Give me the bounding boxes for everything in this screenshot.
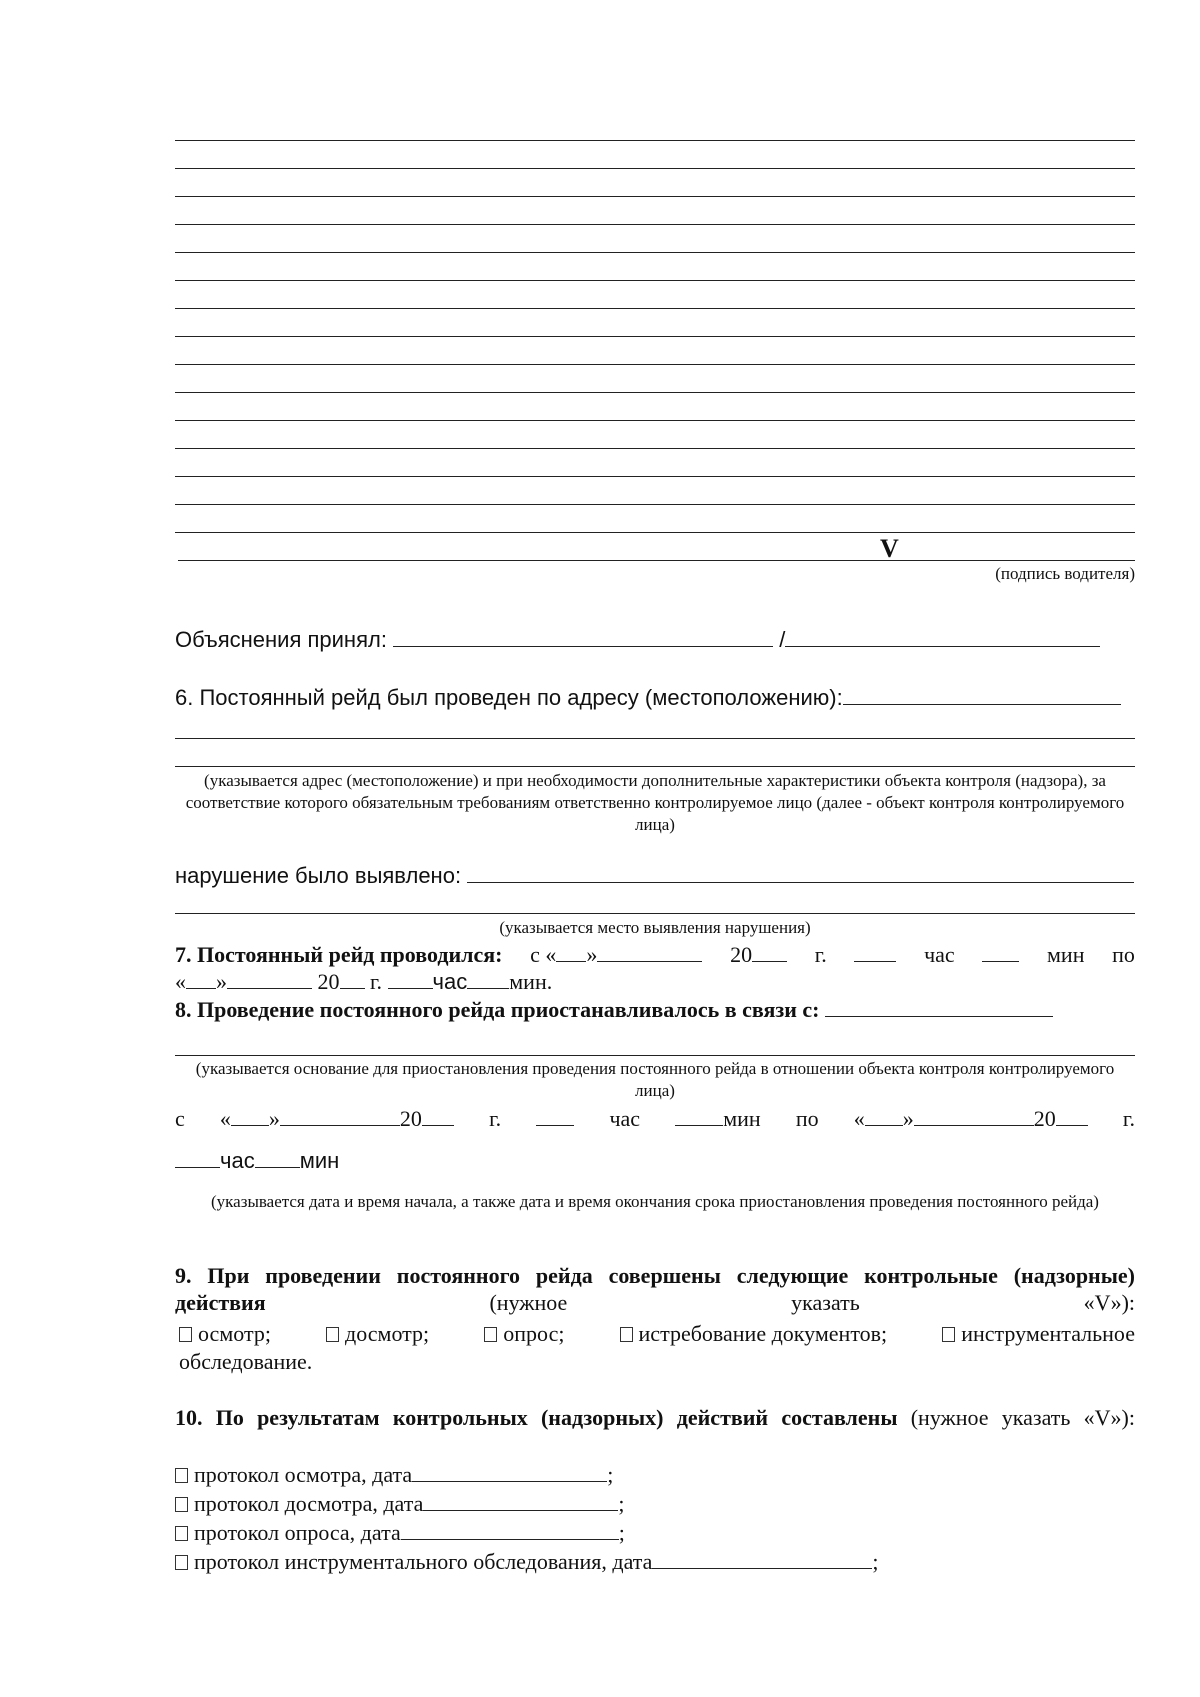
option-label: опрос; [503,1321,565,1346]
checkbox[interactable] [484,1327,497,1342]
quote-open: « [545,942,557,967]
item7-start-min-field[interactable] [982,943,1019,962]
item6-extra-line [175,766,1135,767]
item8-to: по [795,1106,819,1131]
item7-end-hour-field[interactable] [388,970,433,989]
item8-note2: (указывается дата и время начала, а также дата и время окончания срока приостановления проведения постоянного рейда) [211,1192,1099,1211]
quote-close: » [902,1106,914,1131]
item8-start-month-field[interactable] [280,1107,400,1126]
checkbox[interactable] [942,1327,955,1342]
ruled-line [175,420,1135,421]
item8-hour: час [220,1148,255,1173]
accepted-separator: / [779,627,786,652]
option-label: инструментальное [961,1321,1135,1346]
item8-start-day-field[interactable] [231,1107,269,1126]
item10-date-field[interactable] [412,1463,607,1482]
item8-dates-line [175,1105,1135,1132]
quote-open: « [219,1106,231,1131]
item8-end-min-field[interactable] [255,1149,300,1168]
item10-date-field[interactable] [652,1550,872,1569]
item6-extra-line [175,738,1135,739]
item8-year-suffix: г. [489,1106,502,1131]
item10-entry[interactable] [175,1490,625,1517]
accepted-line [175,626,1100,653]
item7-start-day-field[interactable] [556,943,586,962]
signature-caption: (подпись водителя) [995,564,1135,583]
item10-date-field[interactable] [401,1521,619,1540]
item8-start-hour-field[interactable] [536,1107,574,1126]
item8-start-year-field[interactable] [422,1107,454,1126]
item8-time-line [175,1147,339,1174]
quote-close: » [268,1106,280,1131]
violation-extra-line [175,913,1135,914]
item8-end-hour-field[interactable] [175,1149,220,1168]
ruled-line [175,364,1135,365]
ruled-line [175,448,1135,449]
item7-hour: час [924,942,955,967]
item9-title: 9. При проведении постоянного рейда совершены следующие контрольные (надзорные) действия [175,1263,1135,1315]
item8-min: мин [723,1106,761,1131]
item8-title: 8. Проведение постоянного рейда приостанавливалось в связи с: [175,997,820,1022]
violation-place-field[interactable] [467,864,1134,883]
item10-title-block [175,1404,1135,1431]
item10-label: протокол досмотра, дата [194,1491,424,1516]
violation-line [175,862,1134,889]
item7-start-hour-field[interactable] [854,943,896,962]
item9-option-search[interactable] [326,1320,429,1347]
item6-note: (указывается адрес (местоположение) и при необходимости дополнительные характеристики объекта контроля (надзора), за соответствие которого обязательным требованиям ответственно контролируемое лицо (далее - объект контроля контролируемого лица) [185,771,1125,834]
item8-end-day-field[interactable] [865,1107,903,1126]
item10-label: протокол осмотра, дата [194,1462,413,1487]
item9-tail: обследование. [179,1349,313,1374]
checkbox[interactable] [175,1526,188,1541]
item10-end: ; [872,1549,879,1574]
ruled-line [175,308,1135,309]
item10-entry[interactable] [175,1461,613,1488]
quote-close: » [586,942,598,967]
item7-end-month-field[interactable] [227,970,312,989]
item10-end: ; [618,1520,625,1545]
quote-open: « [175,969,186,994]
signature-mark: V [880,534,899,563]
item7-end-year-field[interactable] [340,970,365,989]
item8-start-min-field[interactable] [675,1107,723,1126]
ruled-line [175,196,1135,197]
option-label: истребование документов; [638,1321,888,1346]
ruled-line [175,504,1135,505]
item7-year: 20 [317,969,340,994]
violation-label: нарушение было выявлено: [175,863,462,888]
checkbox[interactable] [326,1327,339,1342]
item8-from: с [175,1106,185,1131]
item9-title-block [175,1262,1135,1316]
item6-address-field[interactable] [843,686,1121,705]
item10-hint: (нужное указать «V»): [910,1405,1135,1430]
accepted-name-field[interactable] [393,628,773,647]
item7-line1 [175,941,1135,968]
item9-option-documents[interactable] [620,1320,888,1347]
item9-option-instrumental[interactable] [942,1320,1135,1347]
item9-options [179,1320,1135,1347]
item10-entry[interactable] [175,1548,879,1575]
item7-start-year-field[interactable] [752,943,787,962]
ruled-line [175,336,1135,337]
item10-end: ; [618,1491,625,1516]
ruled-line [175,392,1135,393]
item9-option-survey[interactable] [484,1320,564,1347]
ruled-line [175,532,1135,533]
item8-line [175,996,1053,1023]
item9-option-inspection[interactable] [179,1320,271,1347]
item7-title: 7. Постоянный рейд проводился: [175,942,503,967]
item8-year: 20 [399,1106,422,1131]
option-label: досмотр; [345,1321,430,1346]
item7-year-suffix: г. [370,969,383,994]
ruled-line [175,280,1135,281]
item8-hour: час [609,1106,641,1131]
ruled-line [178,560,1135,561]
item10-end: ; [607,1462,614,1487]
item8-extra-line [175,1055,1135,1056]
checkbox[interactable] [175,1468,188,1483]
item8-end-year-field[interactable] [1056,1107,1088,1126]
item7-from: с [530,942,540,967]
item7-start-month-field[interactable] [597,943,702,962]
option-label: осмотр; [198,1321,271,1346]
item7-year-suffix: г. [814,942,827,967]
item7-min-end: мин. [509,969,553,994]
ruled-line [175,168,1135,169]
item10-entry[interactable] [175,1519,625,1546]
checkbox[interactable] [175,1555,188,1570]
item7-end-min-field[interactable] [467,970,509,989]
item7-min: мин [1047,942,1085,967]
ruled-line [175,252,1135,253]
item7-year: 20 [730,942,753,967]
quote-open: « [853,1106,865,1131]
item10-title: 10. По результатам контрольных (надзорных) действий составлены [175,1405,898,1430]
ruled-line [175,140,1135,141]
accepted-label: Объяснения принял: [175,627,387,652]
quote-close: » [216,969,227,994]
item8-end-month-field[interactable] [914,1107,1034,1126]
item6-line [175,684,1121,711]
item7-hour: час [432,969,468,994]
item8-note: (указывается основание для приостановления проведения постоянного рейда в отношении объекта контроля контролируемого лица) [195,1059,1115,1100]
checkbox[interactable] [620,1327,633,1342]
item7-end-day-field[interactable] [186,970,216,989]
checkbox[interactable] [179,1327,192,1342]
item7-to: по [1112,942,1135,967]
item8-year-suffix: г. [1122,1106,1135,1131]
item8-reason-field[interactable] [825,998,1053,1017]
item9-hint: (нужное указать «V»): [489,1290,1136,1315]
item10-label: протокол опроса, дата [194,1520,401,1545]
accepted-signature-field[interactable] [785,628,1100,647]
ruled-line [175,476,1135,477]
item10-label: протокол инструментального обследования, дата [194,1549,653,1574]
item6-text: 6. Постоянный рейд был проведен по адресу (местоположению): [175,685,843,710]
ruled-line [175,224,1135,225]
violation-note: (указывается место выявления нарушения) [499,918,811,937]
item7-line2 [175,968,552,995]
item10-date-field[interactable] [423,1492,618,1511]
item8-min: мин [299,1148,340,1173]
item8-year: 20 [1033,1106,1056,1131]
checkbox[interactable] [175,1497,188,1512]
